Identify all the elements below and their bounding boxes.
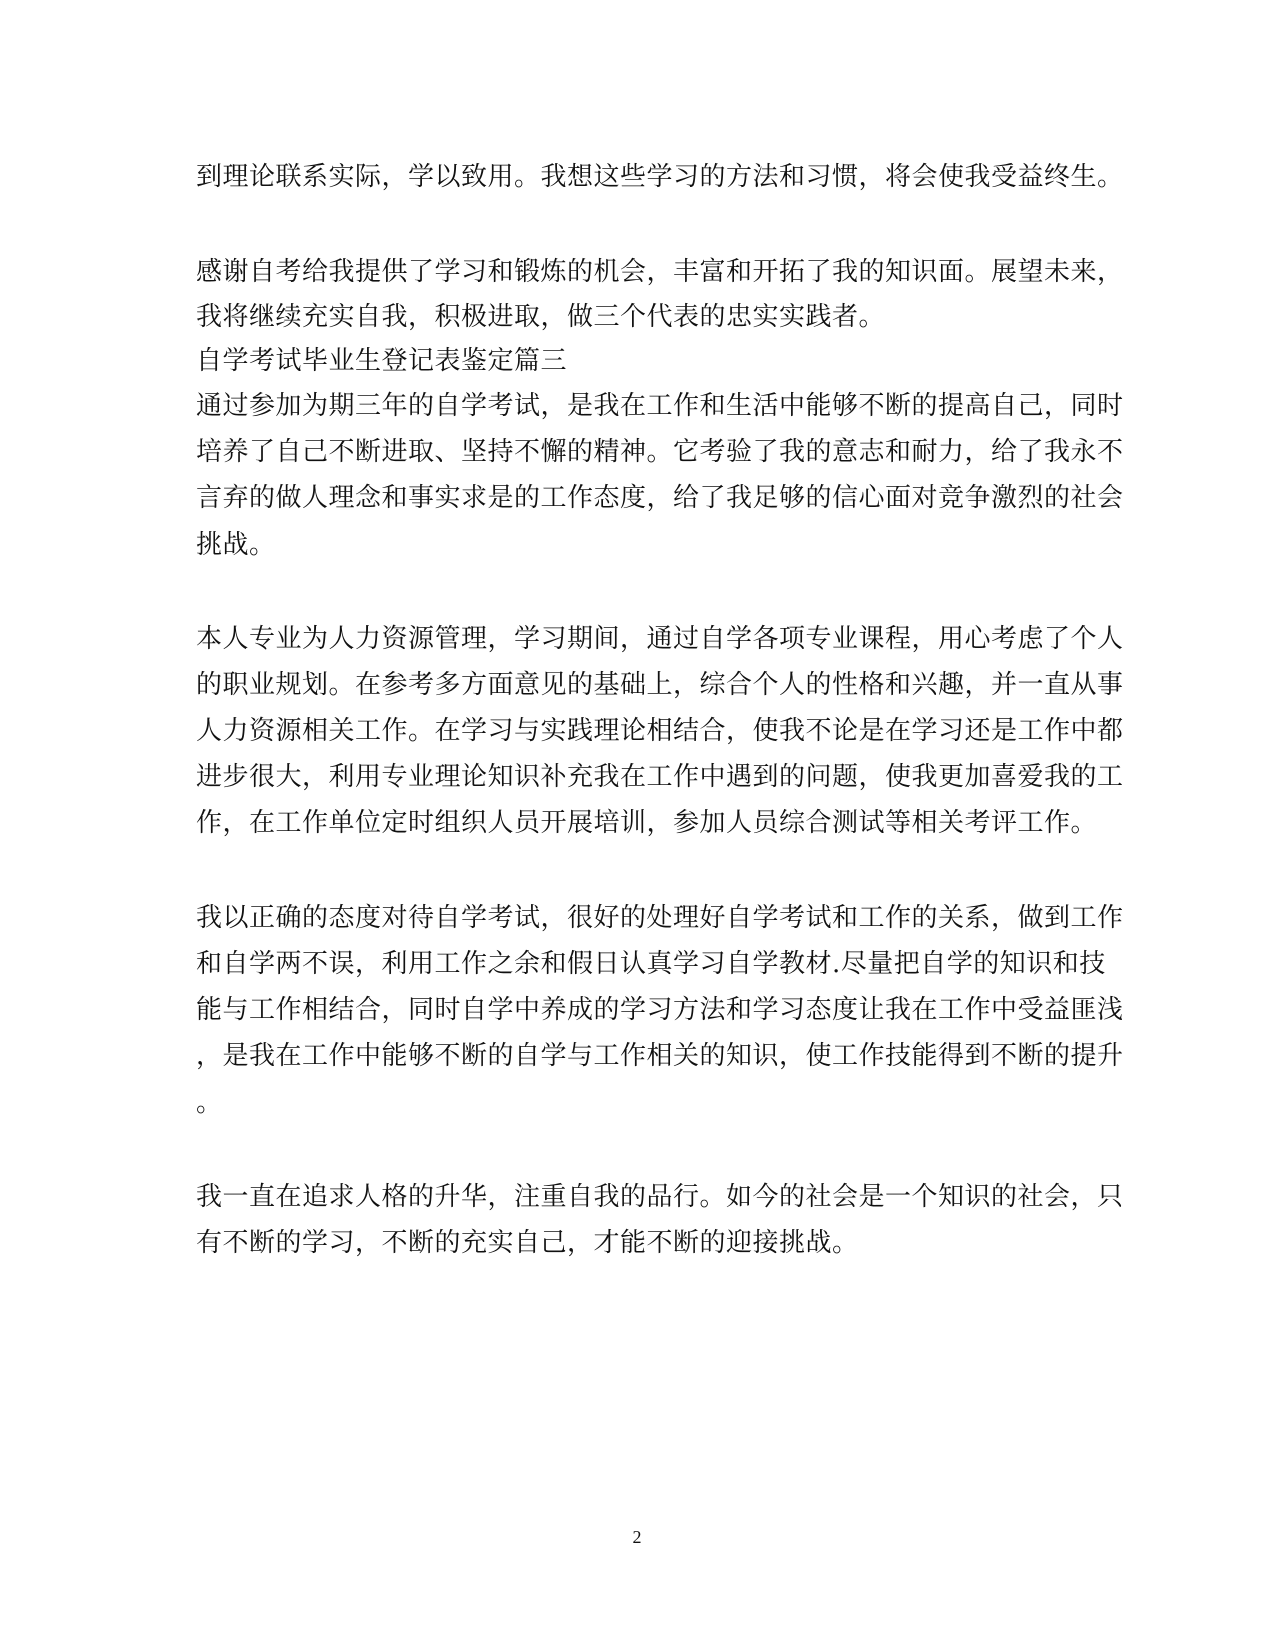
text-line: ，是我在工作中能够不断的自学与工作相关的知识，使工作技能得到不断的提升	[196, 1041, 1124, 1071]
text-line: 言弃的做人理念和事实求是的工作态度，给了我足够的信心面对竞争激烈的社会	[196, 483, 1124, 513]
page-number: 2	[632, 1527, 642, 1547]
text-line: 通过参加为期三年的自学考试，是我在工作和生活中能够不断的提高自己，同时	[196, 391, 1124, 421]
text-line: 和自学两不误，利用工作之余和假日认真学习自学教材.尽量把自学的知识和技	[196, 949, 1106, 979]
text-line: 培养了自己不断进取、坚持不懈的精神。它考验了我的意志和耐力，给了我永不	[196, 437, 1124, 467]
text-line: 到理论联系实际，学以致用。我想这些学习的方法和习惯，将会使我受益终生。	[196, 162, 1124, 192]
text-line: 的职业规划。在参考多方面意见的基础上，综合个人的性格和兴趣，并一直从事	[196, 670, 1124, 700]
text-line: 进步很大，利用专业理论知识补充我在工作中遇到的问题，使我更加喜爱我的工	[196, 762, 1124, 792]
text-line: 能与工作相结合，同时自学中养成的学习方法和学习态度让我在工作中受益匪浅	[196, 995, 1124, 1025]
text-line: 我一直在追求人格的升华，注重自我的品行。如今的社会是一个知识的社会，只	[196, 1182, 1124, 1212]
text-line: 有不断的学习，不断的充实自己，才能不断的迎接挑战。	[196, 1228, 859, 1258]
text-line: 人力资源相关工作。在学习与实践理论相结合，使我不论是在学习还是工作中都	[196, 716, 1124, 746]
text-line: 。	[196, 1088, 223, 1118]
section-heading: 自学考试毕业生登记表鉴定篇三	[196, 346, 568, 376]
text-line: 挑战。	[196, 530, 276, 560]
text-line: 我将继续充实自我，积极进取，做三个代表的忠实实践者。	[196, 302, 886, 332]
text-line: 感谢自考给我提供了学习和锻炼的机会，丰富和开拓了我的知识面。展望未来，	[196, 257, 1124, 287]
text-line: 我以正确的态度对待自学考试，很好的处理好自学考试和工作的关系，做到工作	[196, 903, 1124, 933]
text-line: 本人专业为人力资源管理，学习期间，通过自学各项专业课程，用心考虑了个人	[196, 624, 1124, 654]
text-line: 作，在工作单位定时组织人员开展培训，参加人员综合测试等相关考评工作。	[196, 808, 1098, 838]
